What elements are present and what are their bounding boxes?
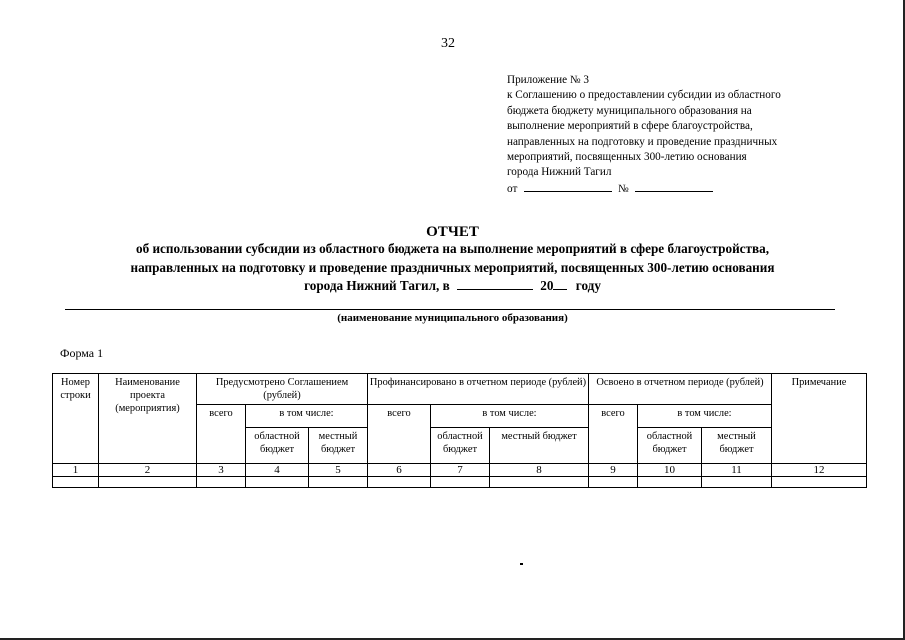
header-row-number: Номер строки bbox=[53, 374, 99, 464]
subtitle-city: города Нижний Тагил, в bbox=[304, 278, 450, 293]
column-number: 3 bbox=[197, 464, 246, 477]
column-number: 1 bbox=[53, 464, 99, 477]
header-regional: областной бюджет bbox=[246, 428, 309, 464]
table-row bbox=[53, 477, 867, 488]
table-cell bbox=[638, 477, 702, 488]
from-label: от bbox=[507, 182, 518, 195]
column-number: 4 bbox=[246, 464, 309, 477]
report-subtitle bbox=[60, 240, 845, 296]
column-number: 6 bbox=[368, 464, 431, 477]
subtitle-year: 20 bbox=[540, 278, 554, 293]
report-table bbox=[52, 373, 867, 488]
number-label: № bbox=[617, 182, 629, 195]
scan-speck bbox=[520, 563, 523, 565]
subtitle-line-1: об использовании субсидии из областного бюджета на выполнение мероприятий в сфере благоустройства, bbox=[135, 241, 770, 256]
column-number: 9 bbox=[589, 464, 638, 477]
date-number-row bbox=[507, 181, 837, 197]
year-blank bbox=[553, 279, 567, 290]
municipality-caption: (наименование муниципального образования) bbox=[337, 312, 568, 324]
table-cell bbox=[99, 477, 197, 488]
header-including: в том числе: bbox=[246, 405, 368, 428]
header-project-name: Наименование проекта (мероприятия) bbox=[99, 374, 197, 464]
table-cell bbox=[309, 477, 368, 488]
appendix-line: к Соглашению о предоставлении субсидии из областного bbox=[507, 89, 781, 102]
subtitle-year-word: году bbox=[575, 278, 601, 293]
table-cell bbox=[589, 477, 638, 488]
table-cell bbox=[772, 477, 867, 488]
municipality-line bbox=[65, 309, 835, 310]
report-title: ОТЧЕТ bbox=[426, 224, 479, 240]
table-cell bbox=[368, 477, 431, 488]
appendix-line: выполнение мероприятий в сфере благоустройства, bbox=[507, 120, 753, 133]
subtitle-line-2: направленных на подготовку и проведение праздничных мероприятий, посвященных 300-летию основания bbox=[130, 259, 775, 275]
header-local: местный бюджет bbox=[702, 428, 772, 464]
table-cell bbox=[197, 477, 246, 488]
appendix-line: города Нижний Тагил bbox=[507, 166, 612, 179]
header-local: местный бюджет bbox=[490, 428, 589, 464]
table-cell bbox=[246, 477, 309, 488]
header-spent: Освоено в отчетном периоде (рублей) bbox=[589, 374, 772, 405]
table-cell bbox=[431, 477, 490, 488]
column-number: 8 bbox=[490, 464, 589, 477]
appendix-line: направленных на подготовку и проведение праздничных bbox=[507, 135, 778, 148]
form-label: Форма 1 bbox=[60, 346, 104, 360]
header-financed: Профинансировано в отчетном периоде (рублей) bbox=[368, 374, 589, 405]
appendix-block bbox=[507, 73, 837, 197]
column-number: 11 bbox=[702, 464, 772, 477]
header-regional: областной бюджет bbox=[431, 428, 490, 464]
header-total: всего bbox=[589, 405, 638, 464]
appendix-line: бюджета бюджету муниципального образования на bbox=[507, 104, 752, 117]
appendix-line: мероприятий, посвященных 300-летию основания bbox=[507, 151, 747, 164]
table-cell bbox=[490, 477, 589, 488]
header-planned: Предусмотрено Соглашением (рублей) bbox=[197, 374, 368, 405]
column-number: 10 bbox=[638, 464, 702, 477]
period-blank bbox=[457, 279, 533, 290]
table-cell bbox=[702, 477, 772, 488]
header-total: всего bbox=[368, 405, 431, 464]
date-blank bbox=[524, 181, 612, 192]
header-including: в том числе: bbox=[638, 405, 772, 428]
column-number: 12 bbox=[772, 464, 867, 477]
header-total: всего bbox=[197, 405, 246, 464]
number-blank bbox=[635, 181, 713, 192]
appendix-line: Приложение № 3 bbox=[507, 74, 589, 86]
column-number: 5 bbox=[309, 464, 368, 477]
subtitle-line-3 bbox=[60, 277, 845, 296]
header-local: местный бюджет bbox=[309, 428, 368, 464]
header-regional: областной бюджет bbox=[638, 428, 702, 464]
column-number: 7 bbox=[431, 464, 490, 477]
header-including: в том числе: bbox=[431, 405, 589, 428]
table-cell bbox=[53, 477, 99, 488]
page-number: 32 bbox=[441, 36, 455, 51]
header-note: Примечание bbox=[772, 374, 867, 464]
column-number: 2 bbox=[99, 464, 197, 477]
